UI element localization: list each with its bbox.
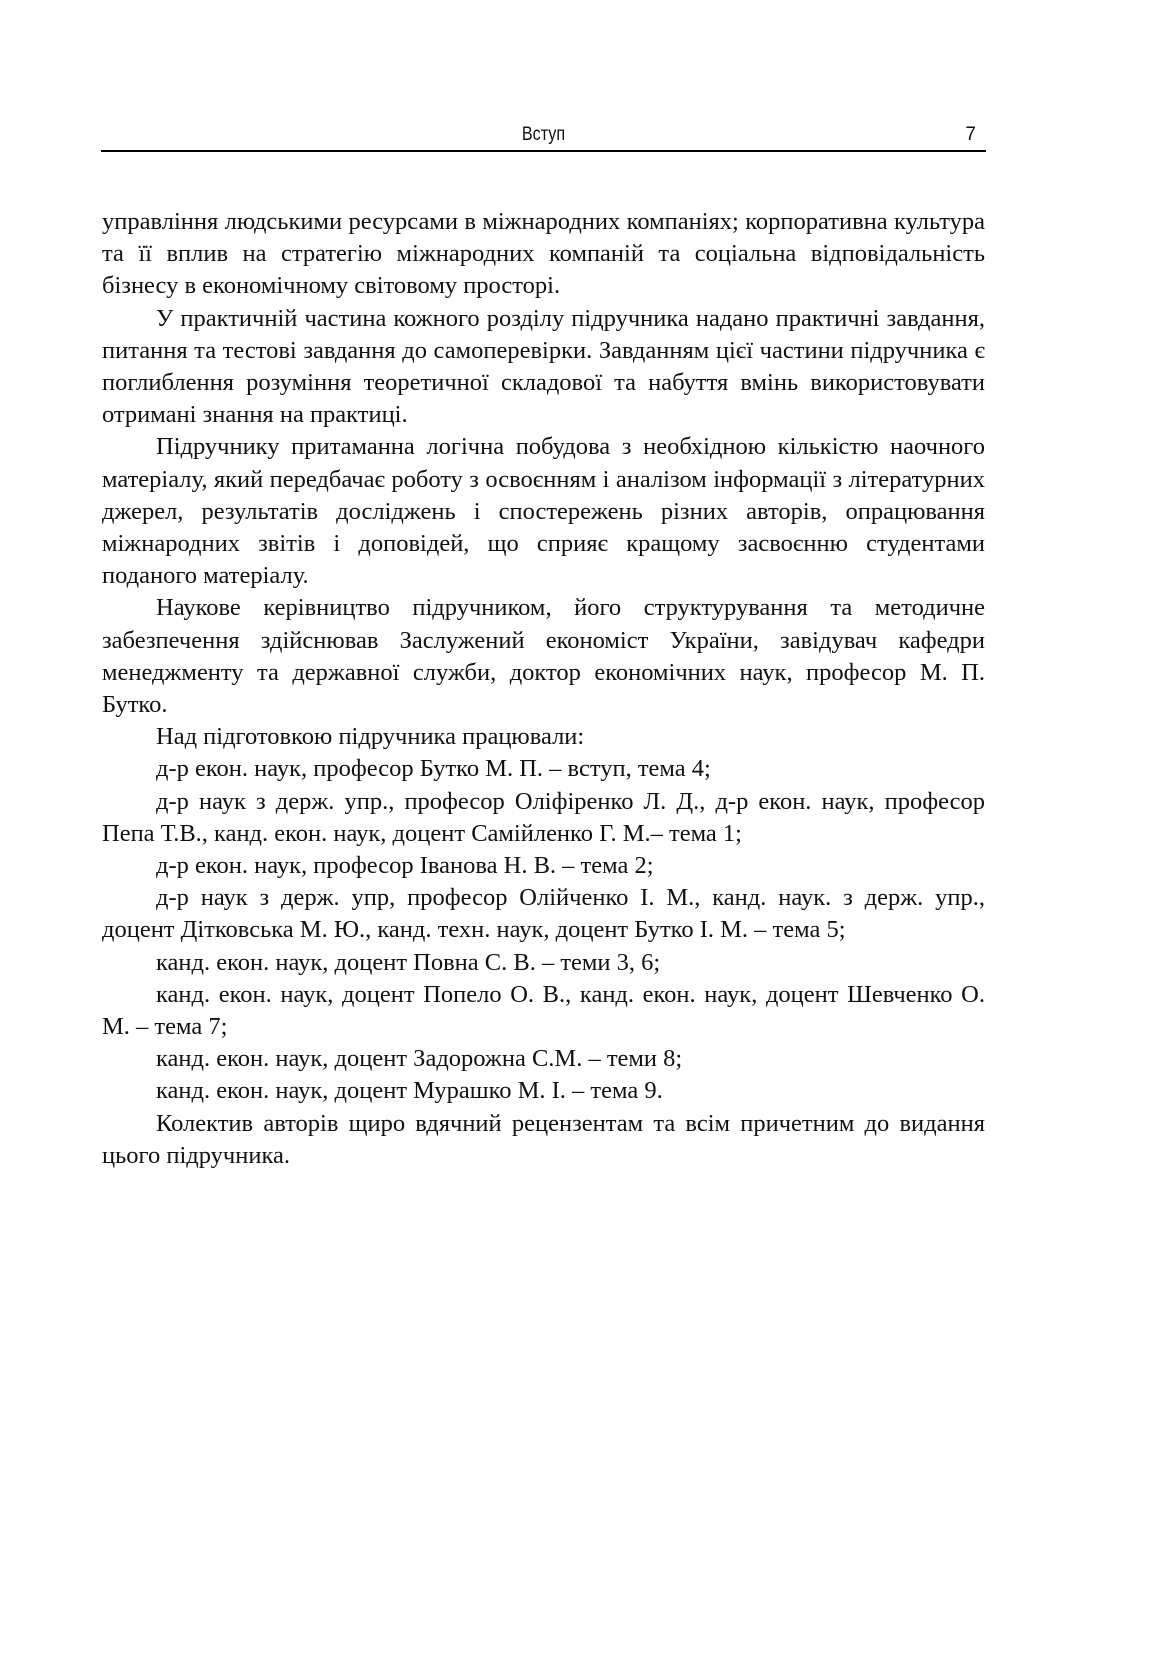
author-entry: канд. екон. наук, доцент Задорожна С.М. – теми 8; xyxy=(156,1045,683,1073)
author-entry: д-р наук з держ. упр., професор Оліфіренко Л. Д., д-р екон. наук, професор Пепа Т.В., канд. екон. наук, доцент Самійленко Г. М.– тема 1; xyxy=(102,787,985,847)
author-entry: канд. екон. наук, доцент Повна С. В. – теми 3, 6; xyxy=(156,948,661,976)
paragraph: Над підготовкою підручника працювали: xyxy=(156,723,585,751)
paragraph: Колектив авторів щиро вдячний рецензентам та всім причетним до видання цього підручника. xyxy=(102,1109,985,1169)
author-entry: д-р екон. наук, професор Іванова Н. В. – тема 2; xyxy=(156,852,654,880)
running-header xyxy=(101,122,986,152)
paragraph: У практичній частина кожного розділу підручника надано практичні завдання, питання та тестові завдання до самоперевірки. Завданням цієї частини підручника є поглиблення розуміння теоретичної складової та набуття вмінь використовувати отримані знання на практиці. xyxy=(102,304,985,429)
running-title: Вступ xyxy=(521,124,566,145)
paragraph: управління людськими ресурсами в міжнародних компаніях; корпоративна культура та її вплив на стратегію міжнародних компаній та соціальна відповідальність бізнесу в економічному світовому просторі. xyxy=(102,208,985,300)
author-entry: канд. екон. наук, доцент Попело О. В., канд. екон. наук, доцент Шевченко О. М. – тема 7; xyxy=(102,980,985,1041)
paragraph: Підручнику притаманна логічна побудова з необхідною кількістю наочного матеріалу, який передбачає роботу з освоєнням і аналізом інформації з літературних джерел, результатів досліджень і спостережень різних авторів, опрацювання міжнародних звітів і доповідей, що сприяє кращому засвоєнню студентами поданого матеріалу. xyxy=(102,433,985,590)
author-entry: д-р екон. наук, професор Бутко М. П. – вступ, тема 4; xyxy=(156,755,711,783)
author-entry: д-р наук з держ. упр, професор Олійченко І. М., канд. наук. з держ. упр., доцент Дітковська М. Ю., канд. техн. наук, доцент Бутко І. М. – тема 5; xyxy=(102,884,985,944)
body-text xyxy=(102,206,985,1172)
page-number: 7 xyxy=(965,124,976,145)
paragraph: Наукове керівництво підручником, його структурування та методичне забезпечення здійснював Заслужений економіст України, завідувач кафедри менеджменту та державної служби, доктор економічних наук, професор М. П. Бутко. xyxy=(102,594,985,719)
author-entry: канд. екон. наук, доцент Мурашко М. І. – тема 9. xyxy=(156,1077,663,1105)
